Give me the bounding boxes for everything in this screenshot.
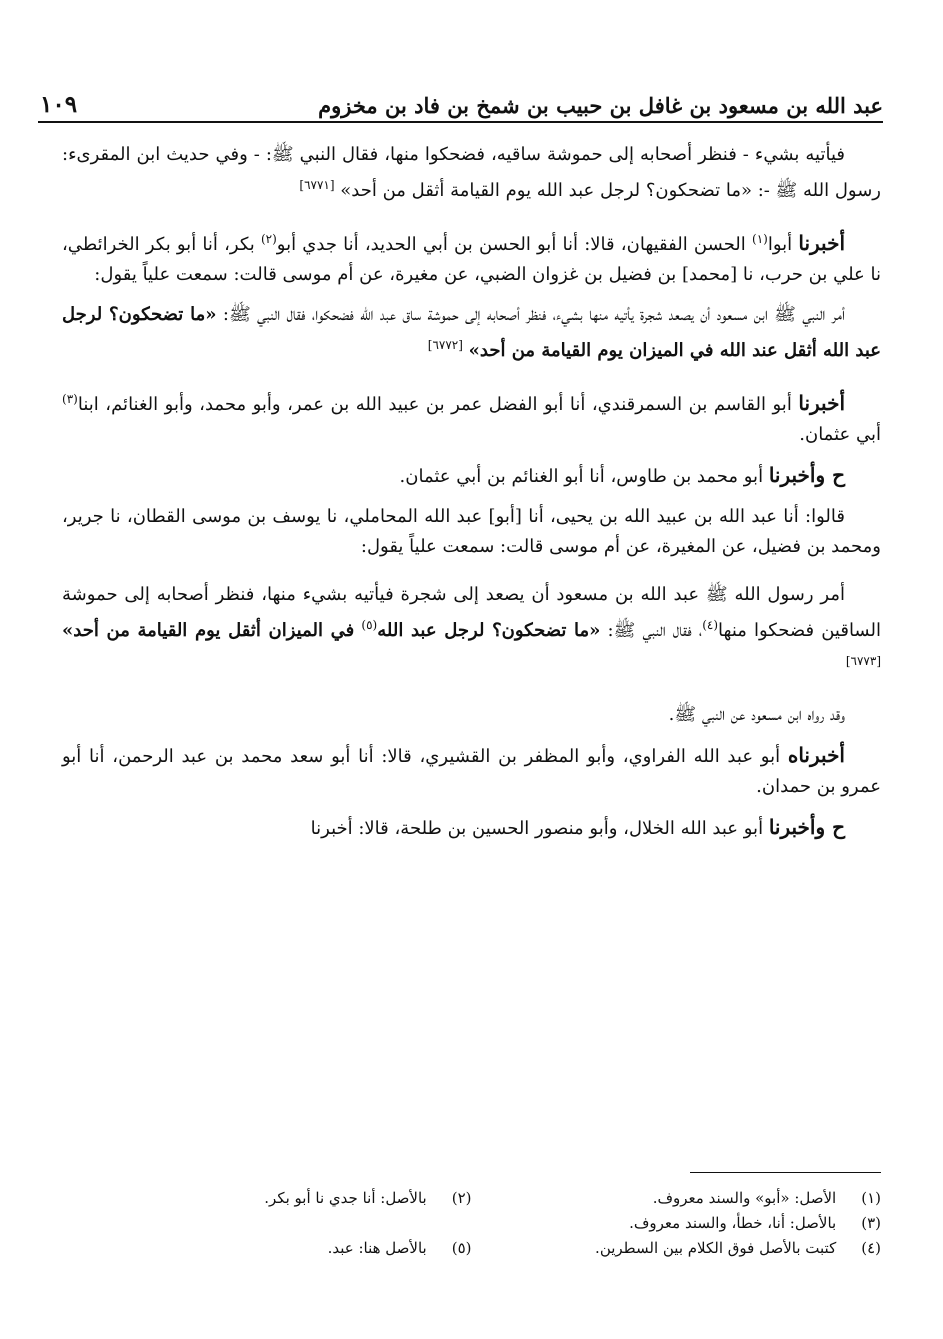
- header-rule: [38, 121, 883, 123]
- paragraph-4-text-b: أبي عثمان.: [799, 424, 881, 445]
- footnote-3: [62, 1211, 881, 1236]
- paragraph-2-text-c: بكر، أنا أبو بكر الخرائطي، نا علي بن حرب، نا [محمد] بن فضيل بن غزوان الضبي، عن مغيرة، عن أم موسى قالت: سمعت علياً يقول:: [62, 234, 881, 285]
- isnad-keyword: أخبرناه: [787, 743, 845, 767]
- running-header: [40, 78, 883, 118]
- footnote-ref-3: (٣): [62, 392, 78, 406]
- paragraph-6-text: قالوا: أنا عبد الله بن عبيد الله بن يحيى، أنا [أبو] عبد الله المحاملي، نا يوسف بن موسى القطان، نا جرير، ومحمد بن فضيل، عن المغيرة، عن أم موسى قالت: سمعت علياً يقول:: [62, 506, 881, 557]
- footnote-number: (٥): [451, 1239, 472, 1257]
- paragraph-3-text: أمر النبي ﷺ ابن مسعود أن يصعد شجرة يأتيه منها بشيء، فنظر أصحابه إلى حموشة ساق عبد الله فضحكوا، فقال النبي ﷺ:: [222, 304, 845, 325]
- footnote-number: (٣): [861, 1214, 881, 1232]
- isnad-keyword: أخبرنا: [798, 391, 845, 415]
- footnote-1: [472, 1186, 882, 1211]
- isnad-keyword: ح وأخبرنا: [768, 815, 845, 839]
- footnote-ref-2: (٢): [260, 232, 277, 246]
- hadith-number: [٦٧٧١]: [299, 178, 335, 192]
- hadith-number: [٦٧٧٢]: [427, 338, 463, 352]
- footnote-ref-1: (١): [752, 232, 768, 246]
- prophetic-quote-a: «ما تضحكون؟ لرجل عبد الله: [377, 620, 601, 641]
- paragraph-8-text: وقد رواه ابن مسعود عن النبي ﷺ.: [668, 704, 845, 725]
- main-text: [62, 140, 881, 854]
- paragraph-3: [62, 300, 881, 366]
- paragraph-6: [62, 502, 881, 562]
- paragraph-8: [62, 700, 881, 730]
- paragraph-9: [62, 740, 881, 802]
- footnote-text: الأصل: «أبو» والسند معروف.: [652, 1189, 837, 1207]
- paragraph-2: [62, 224, 881, 290]
- footnote-2: [62, 1186, 472, 1211]
- paragraph-7-text-a: أمر رسول الله ﷺ عبد الله بن مسعود أن يصعد إلى شجرة فيأتيه بشيء منها، فنظر أصحابه إلى حموشة الساقين فضحكوا منها: [62, 584, 881, 641]
- footnote-row: [62, 1236, 881, 1261]
- paragraph-2-text-a: أبوا: [767, 234, 793, 255]
- footnote-text: كتبت بالأصل فوق الكلام بين السطرين.: [595, 1239, 837, 1257]
- prophetic-quote-b: في الميزان أثقل يوم القيامة من أحد»: [62, 620, 355, 641]
- footnote-number: (٢): [451, 1189, 472, 1207]
- paragraph-5: [62, 460, 881, 492]
- footnote-4: [472, 1236, 882, 1261]
- footnote-row: [62, 1211, 881, 1236]
- paragraph-4: [62, 384, 881, 450]
- paragraph-9-text: أبو عبد الله الفراوي، وأبو المظفر بن القشيري، قالا: أنا أبو سعد محمد بن عبد الرحمن، أنا أبو عمرو بن حمدان.: [62, 746, 881, 797]
- footnote-text: بالأصل هنا: عبد.: [327, 1239, 427, 1257]
- isnad-keyword: أخبرنا: [798, 231, 845, 255]
- paragraph-5-text: أبو محمد بن طاوس، أنا أبو الغنائم بن أبي عثمان.: [399, 466, 764, 487]
- prophetic-quote: «ما تضحكون؟ لرجل عبد الله أثقل عند الله في الميزان يوم القيامة من أحد»: [62, 304, 881, 361]
- paragraph-10-text: أبو عبد الله الخلال، وأبو منصور الحسين بن طلحة، قالا: أخبرنا: [310, 818, 764, 839]
- running-title: عبد الله بن مسعود بن غافل بن حبيب بن شمخ بن فاد بن مخزوم: [318, 93, 883, 118]
- hadith-number: [٦٧٧٣]: [845, 654, 881, 668]
- footnote-ref-4: (٤): [702, 618, 719, 632]
- paragraph-7: [62, 580, 881, 682]
- paragraph-1: [62, 140, 881, 206]
- footnote-row: [62, 1186, 881, 1211]
- footnote-number: (١): [861, 1189, 881, 1207]
- footnotes: [62, 1186, 881, 1261]
- footnote-text: بالأصل: أنا، خطأ، والسند معروف.: [629, 1214, 837, 1232]
- footnote-number: (٤): [861, 1239, 881, 1257]
- isnad-keyword: ح وأخبرنا: [768, 463, 845, 487]
- footnote-text: بالأصل: أنا جدي نا أبو بكر.: [264, 1189, 427, 1207]
- footnote-ref-5: (٥): [361, 618, 378, 632]
- page-number: ١٠٩: [40, 91, 78, 118]
- footnote-rule: [690, 1172, 881, 1173]
- paragraph-4-text-a: أبو القاسم بن السمرقندي، أنا أبو الفضل عمر بن عبيد الله بن عمر، وأبو محمد، وأبو الغنائم، ابنا: [77, 394, 792, 415]
- paragraph-2-text-b: الحسن الفقيهان، قالا: أنا أبو الحسن بن أبي الحديد، أنا جدي أبو: [276, 234, 746, 255]
- paragraph-7-text-b: ، فقال النبي ﷺ:: [607, 620, 703, 641]
- footnote-5: [62, 1236, 472, 1261]
- paragraph-10: [62, 812, 881, 844]
- paragraph-1-text: فيأتيه بشيء - فنظر أصحابه إلى حموشة ساقيه، فضحكوا منها، فقال النبي ﷺ: - وفي حديث ابن المقرىء: رسول الله ﷺ -: «ما تضحكون؟ لرجل عبد الله يوم القيامة أثقل من أحد»: [62, 144, 881, 201]
